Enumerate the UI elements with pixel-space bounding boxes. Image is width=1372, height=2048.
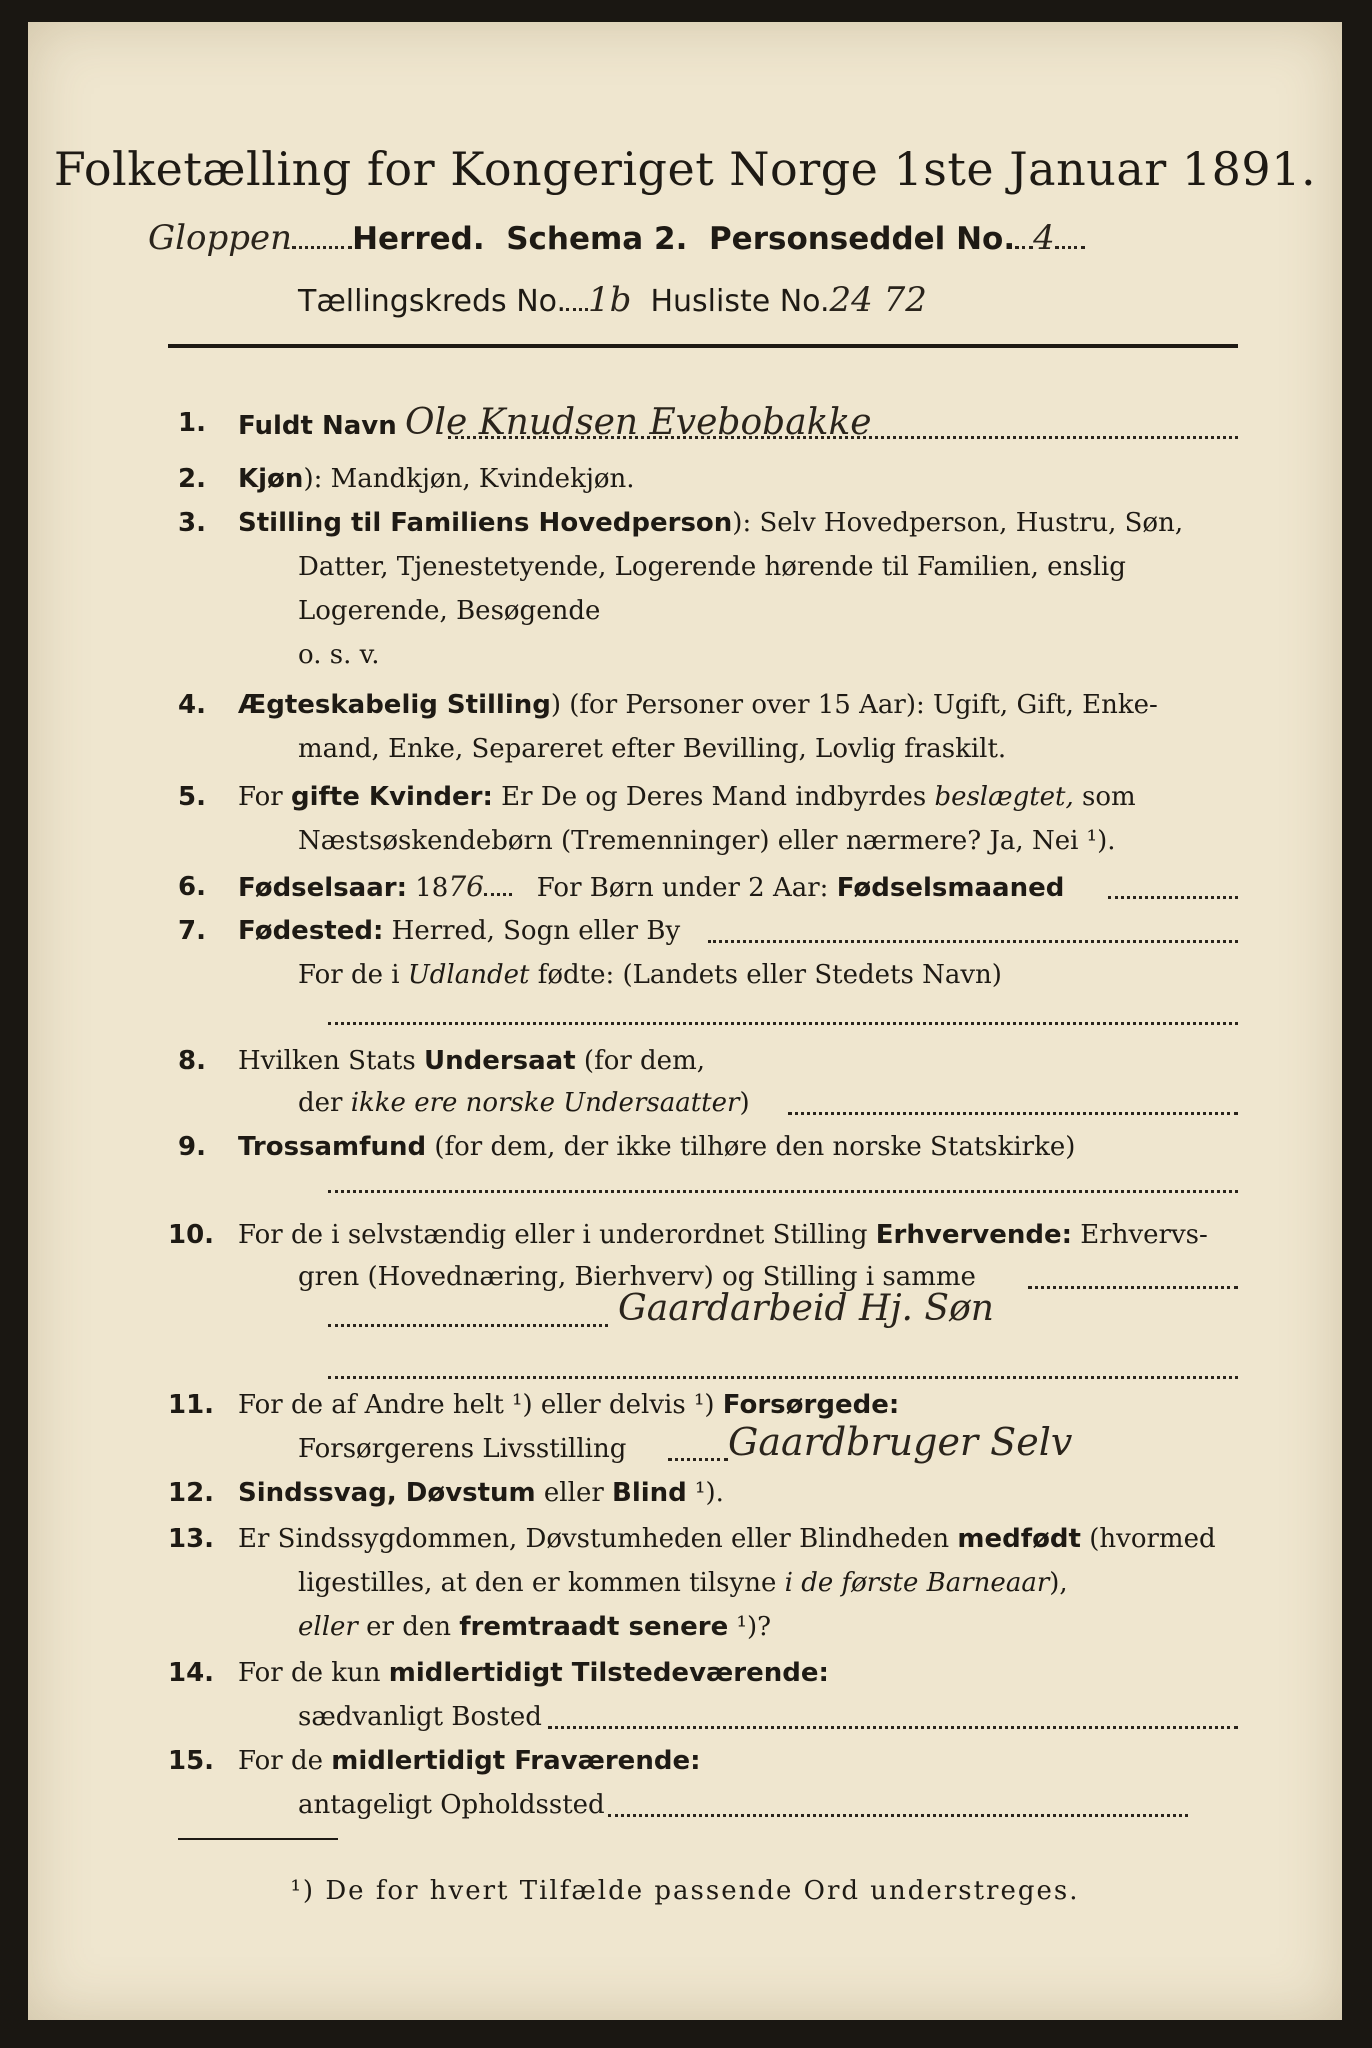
question-text: er den	[357, 1612, 460, 1642]
question-text: Næstsøskendebørn (Tremenninger) eller nærmere? Ja, Nei ¹).	[298, 826, 1116, 856]
question-text: ),	[1049, 1568, 1068, 1598]
question-text: Er Sindssygdommen, Døvstumheden eller Blindheden	[238, 1524, 958, 1554]
question-label: Undersaat	[423, 1046, 576, 1076]
form-title: Folketælling for Kongeriget Norge 1ste Januar 1891.	[53, 142, 1317, 196]
question-text: Forsørgerens Livsstilling	[298, 1434, 627, 1464]
question-label: Stilling til Familiens Hovedperson	[238, 508, 733, 538]
question-text: (for dem,	[575, 1046, 705, 1076]
question-number: 12.	[168, 1478, 215, 1508]
answer-line	[328, 1324, 608, 1327]
herred-row	[148, 218, 1085, 258]
question-text: Hvilken Stats	[238, 1046, 424, 1076]
question-text: (for dem, der ikke tilhøre den norske Statskirke)	[426, 1132, 1076, 1162]
question-label: Blind	[612, 1478, 687, 1508]
question-text: der	[298, 1088, 351, 1118]
answer-line	[328, 1022, 1238, 1025]
taellingskreds-handwritten: 1b	[588, 280, 632, 320]
name-handwritten: Ole Knudsen Evebobakke	[405, 402, 872, 443]
husliste-label: Husliste No.	[650, 284, 830, 319]
question-text: som	[1073, 782, 1136, 812]
question-label: medfødt	[957, 1524, 1081, 1554]
question-text: For de	[238, 1746, 332, 1776]
question-label: Forsørgede:	[722, 1390, 900, 1420]
question-text: gren (Hovednæring, Bierhverv) og Stilling i samme	[298, 1262, 976, 1292]
question-number: 3.	[178, 508, 206, 538]
question-text: i de første Barneaar	[784, 1568, 1050, 1598]
question-text: For de kun	[238, 1658, 389, 1688]
question-label: Fødselsmaaned	[836, 873, 1065, 903]
provider-handwritten: Gaardbruger Selv	[728, 1420, 1073, 1464]
question-number: 5.	[178, 782, 206, 812]
census-form	[28, 22, 1342, 2020]
question-label: midlertidigt Tilstedeværende:	[388, 1658, 829, 1688]
taellingskreds-row	[298, 280, 927, 320]
schema-label: Schema 2.	[506, 221, 688, 257]
header-rule	[168, 344, 1238, 348]
question-text: eller	[535, 1478, 613, 1508]
question-text: fødte: (Landets eller Stedets Navn)	[529, 960, 1002, 990]
question-number: 10.	[168, 1220, 215, 1250]
occupation-handwritten: Gaardarbeid Hj. Søn	[618, 1288, 994, 1329]
personseddel-label: Personseddel No.	[708, 221, 1016, 257]
question-text: 18	[407, 873, 449, 903]
question-label: Fødselsaar:	[238, 873, 407, 903]
question-text: ): Selv Hovedperson, Hustru, Søn,	[732, 508, 1184, 538]
question-text: ): Mandkjøn, Kvindekjøn.	[303, 464, 635, 494]
question-number: 15.	[168, 1746, 215, 1776]
question-label: fremtraadt senere	[459, 1612, 729, 1642]
question-number: 2.	[178, 464, 206, 494]
footnote: ¹) De for hvert Tilfælde passende Ord understreges.	[290, 1876, 1080, 1906]
question-text: ikke ere norske Undersaatter	[350, 1088, 740, 1118]
question-text: Datter, Tjenestetyende, Logerende hørende til Familien, enslig	[298, 552, 1126, 582]
question-text: For de i selvstændig eller i underordnet Stilling	[238, 1220, 876, 1250]
question-number: 11.	[168, 1390, 215, 1420]
question-text: Udlandet	[407, 960, 530, 990]
question-label: midlertidigt Fraværende:	[331, 1746, 701, 1776]
question-text: mand, Enke, Separeret efter Bevilling, Lovlig fraskilt.	[298, 734, 1007, 764]
question-text: sædvanligt Bosted	[298, 1702, 542, 1732]
birthyear-handwritten: 76	[448, 870, 484, 903]
personseddel-handwritten: 4	[1033, 218, 1055, 258]
question-text: antageligt Opholdssted	[298, 1790, 605, 1820]
husliste-handwritten: 24 72	[829, 280, 927, 320]
question-number: 9.	[178, 1132, 206, 1162]
question-text: o. s. v.	[298, 640, 380, 670]
question-text: eller	[298, 1612, 358, 1642]
answer-line	[328, 1190, 1238, 1193]
question-text: beslægtet,	[934, 782, 1074, 812]
question-label: Trossamfund	[238, 1132, 427, 1162]
question-label: gifte Kvinder:	[290, 782, 493, 812]
question-label: Sindssvag, Døvstum	[238, 1478, 536, 1508]
question-number: 8.	[178, 1046, 206, 1076]
question-number: 1.	[178, 408, 206, 438]
question-text: (hvormed	[1080, 1524, 1216, 1554]
question-label: Ægteskabelig Stilling	[238, 690, 551, 720]
question-text: For	[238, 782, 291, 812]
question-text: For de af Andre helt ¹) eller delvis ¹)	[238, 1390, 723, 1420]
question-text: ¹)?	[728, 1612, 772, 1642]
question-label: Kjøn	[238, 464, 304, 494]
question-text: For de i	[298, 960, 408, 990]
taellingskreds-label: Tællingskreds No.	[298, 284, 566, 319]
question-text: For Børn under 2 Aar:	[536, 873, 837, 903]
answer-line	[328, 1376, 1238, 1379]
question-number: 7.	[178, 916, 206, 946]
question-text: ligestilles, at den er kommen tilsyne	[298, 1568, 785, 1598]
herred-label: Herred.	[352, 221, 485, 257]
question-label: Erhvervende:	[875, 1220, 1073, 1250]
question-label: Fuldt Navn	[238, 411, 397, 441]
footnote-rule	[178, 1838, 338, 1840]
question-text: Herred, Sogn eller By	[383, 916, 681, 946]
question-number: 13.	[168, 1524, 215, 1554]
question-label: Fødested:	[238, 916, 384, 946]
herred-handwritten: Gloppen	[148, 218, 293, 258]
question-text: Erhvervs-	[1072, 1220, 1208, 1250]
question-text: Er De og Deres Mand indbyrdes	[492, 782, 935, 812]
question-text: )	[739, 1088, 750, 1118]
question-text: Logerende, Besøgende	[298, 596, 601, 626]
question-number: 6.	[178, 872, 206, 902]
question-number: 4.	[178, 690, 206, 720]
question-text: ) (for Personer over 15 Aar): Ugift, Gift, Enke-	[550, 690, 1158, 720]
question-text: ¹).	[686, 1478, 724, 1508]
question-number: 14.	[168, 1658, 215, 1688]
